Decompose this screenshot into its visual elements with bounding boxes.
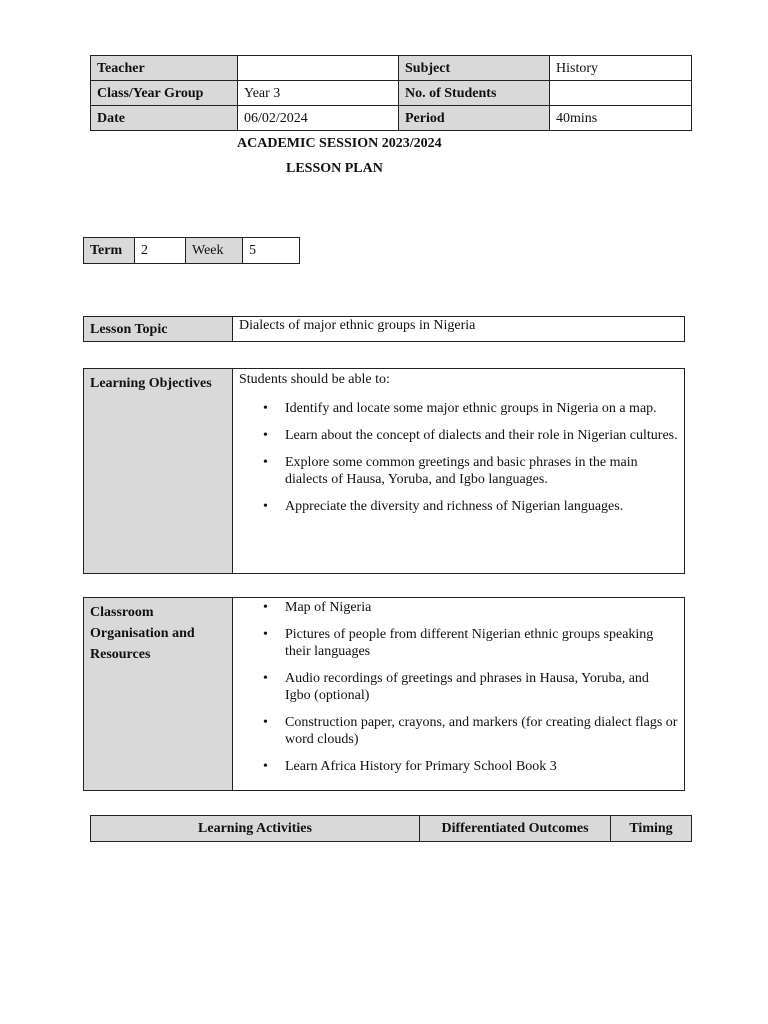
info-row-teacher <box>91 56 692 81</box>
resources-list <box>239 599 678 775</box>
lesson-topic-row <box>84 317 685 342</box>
lesson-topic-value: Dialects of major ethnic groups in Nigeria <box>233 317 685 342</box>
learning-objectives-content <box>233 369 685 574</box>
list-item: • Learn Africa History for Primary School Book 3 <box>285 758 678 775</box>
resources-content <box>233 598 685 791</box>
info-row-class <box>91 81 692 106</box>
term-label: Term <box>84 238 135 264</box>
date-value: 06/02/2024 <box>238 106 399 131</box>
date-label: Date <box>91 106 238 131</box>
differentiated-outcomes-header: Differentiated Outcomes <box>420 816 611 842</box>
teacher-value <box>238 56 399 81</box>
list-item: • Explore some common greetings and basic phrases in the main dialects of Hausa, Yoruba, and Igbo languages. <box>285 454 678 488</box>
class-value: Year 3 <box>238 81 399 106</box>
resources-label <box>84 598 233 791</box>
list-item: • Appreciate the diversity and richness of Nigerian languages. <box>285 498 678 515</box>
list-item: • Map of Nigeria <box>285 599 678 616</box>
session-heading: ACADEMIC SESSION 2023/2024 <box>237 136 442 151</box>
resources-label-line: Organisation and <box>90 626 195 641</box>
list-item: • Learn about the concept of dialects and their role in Nigerian cultures. <box>285 427 678 444</box>
term-week-row <box>84 238 300 264</box>
resources-row <box>84 598 685 791</box>
info-row-date <box>91 106 692 131</box>
list-item: • Identify and locate some major ethnic groups in Nigeria on a map. <box>285 400 678 417</box>
learning-objectives-table <box>83 368 685 574</box>
lesson-topic-label: Lesson Topic <box>84 317 233 342</box>
list-item: • Construction paper, crayons, and markers (for creating dialect flags or word clouds) <box>285 714 678 748</box>
resources-table <box>83 597 685 791</box>
learning-activities-table <box>90 815 692 842</box>
subject-label: Subject <box>399 56 550 81</box>
resources-label-line: Resources <box>90 647 151 662</box>
class-label: Class/Year Group <box>91 81 238 106</box>
objectives-list <box>239 400 678 515</box>
resources-label-line: Classroom <box>90 605 154 620</box>
list-item: • Audio recordings of greetings and phrases in Hausa, Yoruba, and Igbo (optional) <box>285 670 678 704</box>
timing-header: Timing <box>611 816 692 842</box>
lesson-info-table <box>90 55 692 131</box>
lesson-topic-table <box>83 316 685 342</box>
lesson-plan-heading: LESSON PLAN <box>286 161 383 176</box>
learning-activities-header: Learning Activities <box>91 816 420 842</box>
learning-objectives-row <box>84 369 685 574</box>
students-value <box>550 81 692 106</box>
week-label: Week <box>186 238 243 264</box>
subject-value: History <box>550 56 692 81</box>
period-value: 40mins <box>550 106 692 131</box>
term-week-table <box>83 237 300 264</box>
week-value: 5 <box>243 238 300 264</box>
period-label: Period <box>399 106 550 131</box>
learning-objectives-label: Learning Objectives <box>84 369 233 574</box>
teacher-label: Teacher <box>91 56 238 81</box>
objectives-intro: Students should be able to: <box>239 372 390 387</box>
activities-header-row <box>91 816 692 842</box>
students-label: No. of Students <box>399 81 550 106</box>
list-item: • Pictures of people from different Nigerian ethnic groups speaking their languages <box>285 626 678 660</box>
term-value: 2 <box>135 238 186 264</box>
